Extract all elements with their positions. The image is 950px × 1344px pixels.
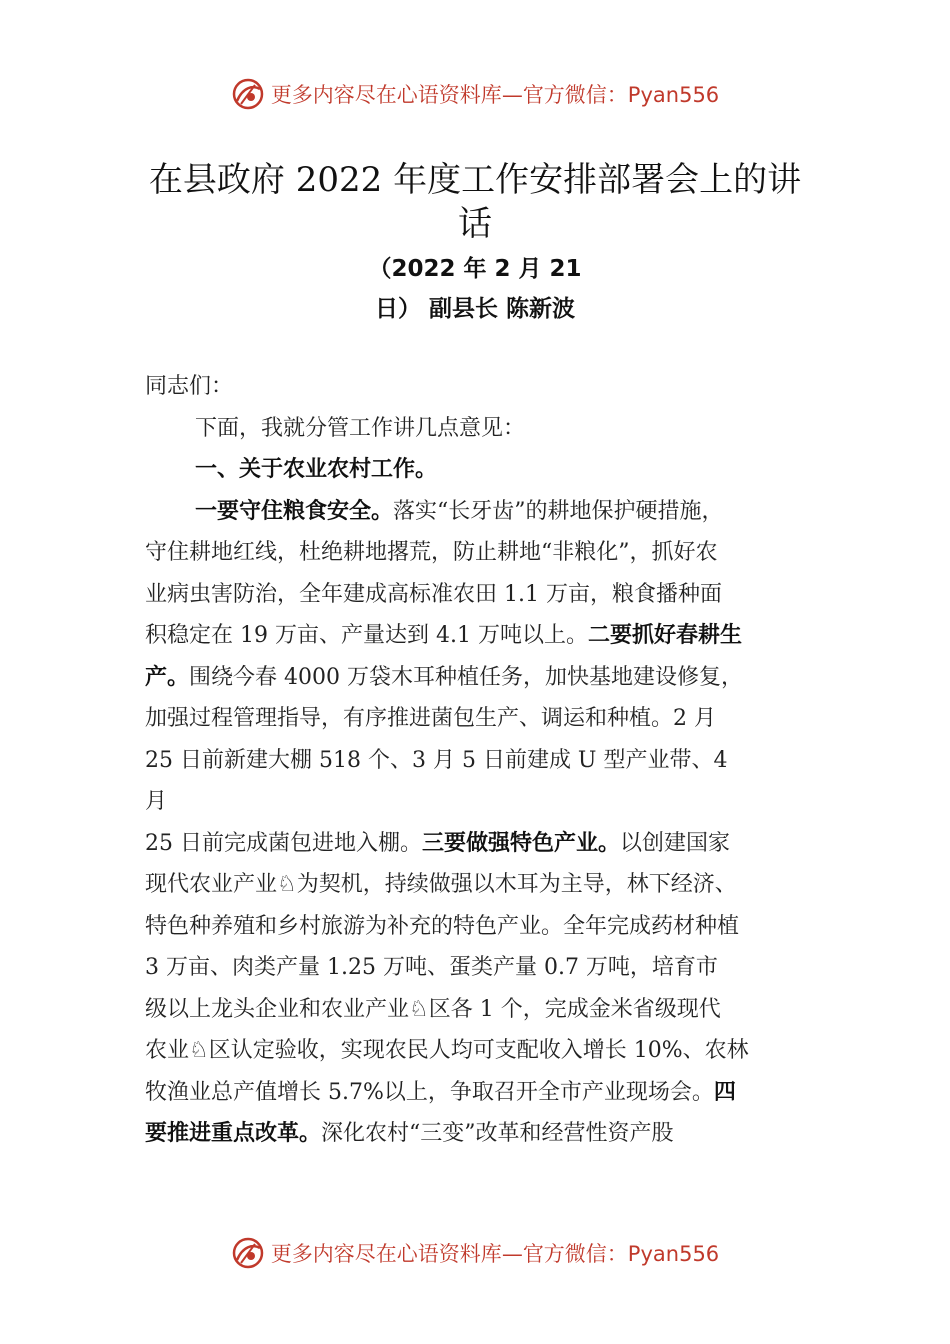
document-title — [120, 158, 830, 246]
subtitle-speaker: 日） 副县长 陈新波 — [374, 296, 575, 322]
point-heading: 四 — [713, 1079, 736, 1105]
header-watermark — [0, 74, 950, 114]
paragraph-text: 牧渔业总产值增长 5.7%以上，争取召开全市产业现场会。 — [145, 1079, 714, 1105]
paragraph-text: 以创建国家 — [620, 830, 731, 856]
point-heading: 要推进重点改革。 — [145, 1121, 322, 1146]
paragraph-text: 25 日前完成菌包进地入棚。 — [145, 830, 422, 856]
watermark-contact: —官方微信：Pyan556 — [501, 83, 720, 107]
watermark-contact: —官方微信：Pyan556 — [501, 1242, 720, 1266]
paragraph-line: 业病虫害防治，全年建成高标准农田 1.1 万亩，粮食播种面 — [145, 581, 722, 607]
point-heading: 产。 — [145, 664, 190, 690]
paragraph-line: 特色种养殖和乡村旅游为补充的特色产业。全年完成药材种植 — [145, 913, 740, 939]
section-heading: 一、关于农业农村工作。 — [195, 457, 438, 482]
greeting: 同志们： — [145, 374, 234, 399]
paragraph-line: 3 万亩、肉类产量 1.25 万吨、蛋类产量 0.7 万吨，培育市 — [145, 955, 718, 980]
paragraph-line — [145, 615, 817, 657]
point-heading: 二要抓好春耕生 — [587, 623, 742, 648]
watermark-brand: 更多内容尽在心语资料库 — [270, 83, 502, 107]
paragraph-text: 围绕今春 4000 万袋木耳种植任务，加快基地建设修复， — [189, 664, 743, 690]
subtitle-date: （2022 年 2 月 21 — [368, 256, 582, 282]
paragraph-line — [145, 823, 817, 865]
watermark-brand: 更多内容尽在心语资料库 — [270, 1242, 502, 1266]
paragraph-line: 农业♘区认定验收，实现农民人均可支配收入增长 10%、农林 — [145, 1038, 749, 1063]
logo-icon — [231, 77, 265, 111]
paragraph-line — [145, 657, 817, 699]
paragraph-line — [145, 1113, 817, 1155]
paragraph-line: 现代农业产业♘为契机，持续做强以木耳为主导，林下经济、 — [145, 872, 737, 897]
paragraph-text: 积稳定在 19 万亩、产量达到 4.1 万吨以上。 — [145, 623, 588, 648]
footer-watermark — [0, 1233, 950, 1273]
paragraph-line — [145, 491, 817, 533]
paragraph-line: 月 — [145, 789, 168, 814]
paragraph-text: 落实“长牙齿”的耕地保护硬措施， — [393, 498, 724, 524]
point-heading: 一要守住粮食安全。 — [195, 498, 394, 524]
paragraph-line — [145, 1072, 817, 1114]
paragraph-line: 加强过程管理指导，有序推进菌包生产、调运和种植。2 月 — [145, 706, 716, 731]
logo-icon — [231, 1236, 265, 1270]
document-body — [145, 366, 817, 1155]
title-line-2: 话 — [458, 204, 492, 244]
title-line-1: 在县政府 2022 年度工作安排部署会上的讲 — [148, 160, 802, 200]
paragraph-line: 级以上龙头企业和农业产业♘区各 1 个，完成金米省级现代 — [145, 996, 721, 1022]
point-heading: 三要做强特色产业。 — [422, 830, 621, 856]
paragraph-text: 深化农村“三变”改革和经营性资产股 — [321, 1121, 674, 1146]
paragraph-line: 25 日前新建大棚 518 个、3 月 5 日前建成 U 型产业带、4 — [145, 747, 728, 773]
paragraph-line: 守住耕地红线，杜绝耕地撂荒，防止耕地“非粮化”，抓好农 — [145, 540, 718, 565]
intro-paragraph: 下面，我就分管工作讲几点意见： — [195, 415, 526, 441]
